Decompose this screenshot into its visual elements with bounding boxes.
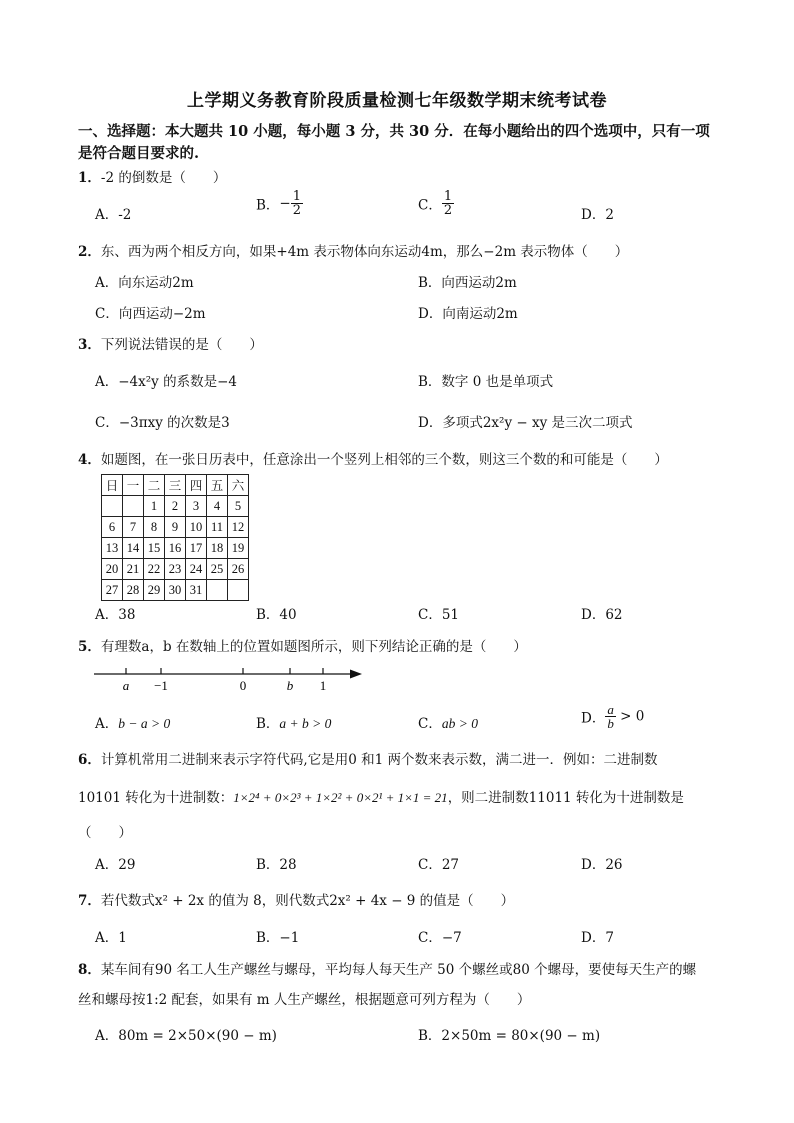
question-8: 8．某车间有90 名工人生产螺丝与螺母，平均每人每天生产 50 个螺丝或80 个螺母，要使每天生产的螺: [78, 962, 697, 978]
q4-option-a: A．38: [95, 607, 136, 623]
axis-label-zero: 0: [239, 678, 247, 693]
q5-option-a: A．b − a > 0: [95, 716, 171, 732]
axis-label-one: 1: [319, 678, 327, 693]
q5-option-c: C．ab > 0: [418, 716, 478, 732]
q2-option-a: A．向东运动2m: [95, 275, 194, 291]
calendar-row: 13 14 15 16 17 18 19: [102, 538, 249, 559]
number-line-arrow: [350, 670, 362, 679]
q3-option-d: D．多项式2x²y − xy 是三次二项式: [418, 415, 633, 431]
axis-label-minus-one: −1: [154, 678, 168, 693]
q1-option-a: A．-2: [95, 207, 132, 223]
question-3: 3．下列说法错误的是（ ）: [78, 337, 263, 353]
section-heading-line2: 是符合题目要求的.: [78, 145, 200, 162]
q8-option-a: A．80m = 2×50×(90 − m): [95, 1028, 277, 1044]
number-line: [90, 662, 370, 696]
q8-option-b: B．2×50m = 80×(90 − m): [418, 1028, 601, 1044]
calendar-row: 20 21 22 23 24 25 26: [102, 559, 249, 580]
q7-option-d: D．7: [581, 930, 614, 946]
q3-option-a: A．−4x²y 的系数是−4: [95, 374, 237, 390]
question-4: 4．如题图，在一张日历表中，任意涂出一个竖列上相邻的三个数，则这三个数的和可能是（ ）: [78, 452, 668, 468]
q7-option-a: A．1: [95, 930, 127, 946]
axis-label-a: a: [122, 678, 130, 693]
q4-option-c: C．51: [418, 607, 460, 623]
calendar-table: [101, 474, 249, 601]
q5-option-d: D． $\frac{a}{b}$ > 0: [581, 702, 645, 731]
question-8-line2: 丝和螺母按1:2 配套，如果有 m 人生产螺丝，根据题意可列方程为（ ）: [78, 992, 531, 1008]
question-5: 5．有理数a，b 在数轴上的位置如题图所示，则下列结论正确的是（ ）: [78, 639, 527, 655]
question-6-line3: （ ）: [78, 825, 132, 841]
q7-option-c: C．−7: [418, 930, 462, 946]
q1-option-d: D．2: [581, 207, 614, 223]
q2-option-d: D．向南运动2m: [418, 306, 518, 322]
q4-option-d: D．62: [581, 607, 623, 623]
question-7: 7．若代数式x² + 2x 的值为 8，则代数式2x² + 4x − 9 的值是（ ）: [78, 893, 515, 909]
q7-option-b: B．−1: [256, 930, 300, 946]
calendar-row: 1 2 3 4 5: [102, 496, 249, 517]
calendar-header-row: 日 一 二 三 四 五 六: [102, 475, 249, 496]
axis-label-b: b: [286, 678, 294, 693]
page-title: 上学期义务教育阶段质量检测七年级数学期末统考试卷: [187, 91, 607, 111]
q2-option-c: C．向西运动−2m: [95, 306, 206, 322]
section-heading-line1: 一、选择题：本大题共 10 小题，每小题 3 分，共 30 分．在每小题给出的四个选项中，只有一项: [78, 123, 710, 140]
q3-option-c: C．−3πxy 的次数是3: [95, 415, 230, 431]
q4-option-b: B．40: [256, 607, 297, 623]
q6-option-a: A．29: [95, 857, 136, 873]
q3-option-b: B．数字 0 也是单项式: [418, 374, 554, 390]
q6-option-d: D．26: [581, 857, 623, 873]
calendar-row: 27 28 29 30 31: [102, 580, 249, 601]
q5-option-b: B．a + b > 0: [256, 716, 332, 732]
question-6: 6．计算机常用二进制来表示字符代码,它是用0 和1 两个数来表示数，满二进一．例如：二进制数: [78, 752, 658, 768]
calendar-row: 6 7 8 9 10 11 12: [102, 517, 249, 538]
q1-option-c: C． $\frac{1}{2}$: [418, 189, 453, 218]
question-number: 1．: [78, 170, 101, 186]
question-text: -2 的倒数是（ ）: [100, 170, 227, 186]
question-2: 2．东、西为两个相反方向，如果+4m 表示物体向东运动4m，那么−2m 表示物体（ ）: [78, 244, 629, 260]
q1-option-b: B．− $\frac{1}{2}$: [256, 189, 302, 218]
q6-option-b: B．28: [256, 857, 297, 873]
question-1: [78, 166, 226, 186]
question-6-line2: 10101 转化为十进制数：1×2⁴ + 0×2³ + 1×2² + 0×2¹ + 1×1 = 21，则二进制数11011 转化为十进制数是: [78, 790, 684, 806]
q2-option-b: B．向西运动2m: [418, 275, 517, 291]
q6-option-c: C．27: [418, 857, 460, 873]
